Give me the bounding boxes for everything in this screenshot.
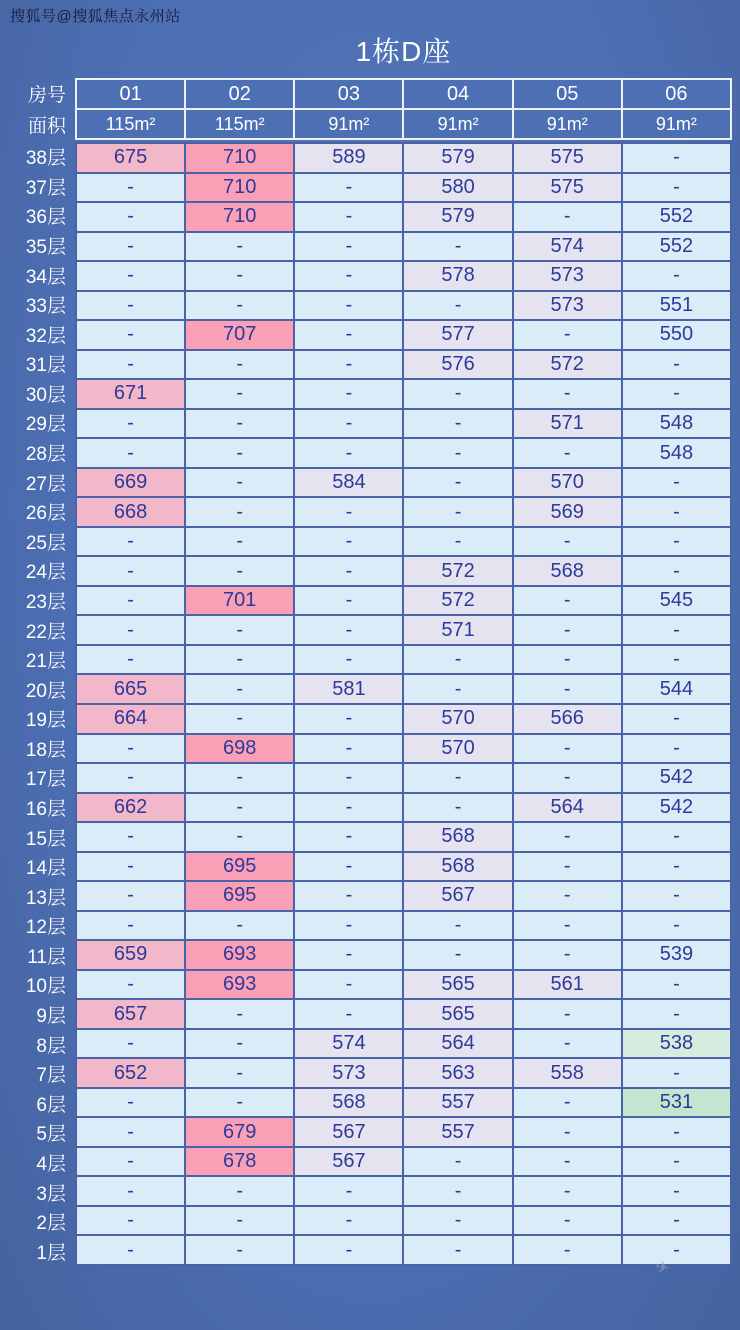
floor-label-17层: 17层 xyxy=(25,769,66,791)
floor-label-15层: 15层 xyxy=(25,828,66,850)
price-cell-11层-05: - xyxy=(514,941,621,969)
price-cell-23层-02: 701 xyxy=(186,587,293,615)
price-cell-6层-04: 557 xyxy=(404,1089,511,1117)
price-cell-20层-04: - xyxy=(404,675,511,703)
price-cell-2层-06: - xyxy=(623,1207,730,1235)
price-cell-36层-01: - xyxy=(77,203,184,231)
price-cell-16层-03: - xyxy=(295,794,402,822)
price-cell-24层-02: - xyxy=(186,557,293,585)
price-cell-16层-06: 542 xyxy=(623,794,730,822)
price-cell-8层-02: - xyxy=(186,1030,293,1058)
price-cell-30层-03: - xyxy=(295,380,402,408)
price-cell-27层-03: 584 xyxy=(295,469,402,497)
floor-label-22层: 22层 xyxy=(25,621,66,643)
price-cell-30层-06: - xyxy=(623,380,730,408)
price-cell-21层-05: - xyxy=(514,646,621,674)
price-cell-19层-02: - xyxy=(186,705,293,733)
price-cell-35层-01: - xyxy=(77,233,184,261)
floor-label-21层: 21层 xyxy=(25,651,66,673)
price-cell-26层-04: - xyxy=(404,498,511,526)
price-cell-15层-03: - xyxy=(295,823,402,851)
price-cell-10层-03: - xyxy=(295,971,402,999)
price-cell-4层-02: 678 xyxy=(186,1148,293,1176)
price-cell-26层-01: 668 xyxy=(77,498,184,526)
price-cell-29层-02: - xyxy=(186,410,293,438)
floor-label-24层: 24层 xyxy=(25,562,66,584)
price-grid xyxy=(75,142,732,1266)
price-cell-13层-02: 695 xyxy=(186,882,293,910)
floor-label-3层: 3层 xyxy=(36,1183,66,1205)
floor-label-30层: 30层 xyxy=(25,384,66,406)
price-cell-28层-03: - xyxy=(295,439,402,467)
price-cell-38层-05: 575 xyxy=(514,144,621,172)
price-cell-30层-04: - xyxy=(404,380,511,408)
price-cell-22层-02: - xyxy=(186,616,293,644)
price-cell-17层-04: - xyxy=(404,764,511,792)
price-cell-12层-02: - xyxy=(186,912,293,940)
price-cell-12层-03: - xyxy=(295,912,402,940)
floor-label-25层: 25层 xyxy=(25,532,66,554)
price-cell-28层-06: 548 xyxy=(623,439,730,467)
price-cell-26层-02: - xyxy=(186,498,293,526)
floor-label-7层: 7层 xyxy=(36,1065,66,1087)
price-cell-18层-02: 698 xyxy=(186,735,293,763)
price-cell-1层-03: - xyxy=(295,1236,402,1264)
price-cell-19层-03: - xyxy=(295,705,402,733)
price-cell-11层-04: - xyxy=(404,941,511,969)
price-cell-37层-02: 710 xyxy=(186,174,293,202)
price-cell-35层-02: - xyxy=(186,233,293,261)
floor-label-33层: 33层 xyxy=(25,296,66,318)
price-cell-9层-05: - xyxy=(514,1000,621,1028)
price-cell-2层-04: - xyxy=(404,1207,511,1235)
header-label-column xyxy=(8,78,75,140)
floor-label-11层: 11层 xyxy=(27,946,66,968)
unit-number-header-05: 05 xyxy=(514,80,621,108)
price-cell-2层-05: - xyxy=(514,1207,621,1235)
price-cell-37层-03: - xyxy=(295,174,402,202)
price-cell-7层-02: - xyxy=(186,1059,293,1087)
price-cell-22层-03: - xyxy=(295,616,402,644)
price-cell-5层-02: 679 xyxy=(186,1118,293,1146)
price-cell-14层-02: 695 xyxy=(186,853,293,881)
price-cell-28层-01: - xyxy=(77,439,184,467)
price-cell-34层-05: 573 xyxy=(514,262,621,290)
price-cell-17层-03: - xyxy=(295,764,402,792)
price-cell-24层-01: - xyxy=(77,557,184,585)
price-cell-37层-06: - xyxy=(623,174,730,202)
price-cell-12层-04: - xyxy=(404,912,511,940)
price-cell-23层-03: - xyxy=(295,587,402,615)
floor-label-20层: 20层 xyxy=(25,680,66,702)
table-body xyxy=(8,142,732,1266)
price-cell-6层-03: 568 xyxy=(295,1089,402,1117)
price-cell-13层-05: - xyxy=(514,882,621,910)
price-cell-25层-04: - xyxy=(404,528,511,556)
price-cell-12层-05: - xyxy=(514,912,621,940)
unit-area-header-06: 91m² xyxy=(623,110,730,138)
price-cell-32层-05: - xyxy=(514,321,621,349)
price-cell-15层-04: 568 xyxy=(404,823,511,851)
price-cell-1层-04: - xyxy=(404,1236,511,1264)
page-title: 1栋D座 xyxy=(355,36,452,67)
price-cell-10层-01: - xyxy=(77,971,184,999)
floor-label-12层: 12层 xyxy=(25,917,66,939)
price-cell-21层-06: - xyxy=(623,646,730,674)
price-cell-3层-05: - xyxy=(514,1177,621,1205)
price-cell-5层-05: - xyxy=(514,1118,621,1146)
price-cell-8层-05: - xyxy=(514,1030,621,1058)
price-cell-21层-01: - xyxy=(77,646,184,674)
price-cell-22层-05: - xyxy=(514,616,621,644)
price-cell-15层-01: - xyxy=(77,823,184,851)
price-cell-36层-04: 579 xyxy=(404,203,511,231)
price-cell-13层-03: - xyxy=(295,882,402,910)
price-cell-6层-01: - xyxy=(77,1089,184,1117)
price-cell-20层-05: - xyxy=(514,675,621,703)
floor-label-column xyxy=(8,142,75,1266)
price-cell-28层-04: - xyxy=(404,439,511,467)
area-header-label: 面积 xyxy=(27,116,66,137)
price-cell-5层-03: 567 xyxy=(295,1118,402,1146)
price-cell-38层-04: 579 xyxy=(404,144,511,172)
price-cell-27层-02: - xyxy=(186,469,293,497)
price-cell-18层-01: - xyxy=(77,735,184,763)
unit-header-grid xyxy=(75,78,732,140)
price-cell-31层-03: - xyxy=(295,351,402,379)
floor-label-31层: 31层 xyxy=(25,355,66,377)
price-cell-9层-04: 565 xyxy=(404,1000,511,1028)
price-cell-16层-04: - xyxy=(404,794,511,822)
floor-label-32层: 32层 xyxy=(25,325,66,347)
price-cell-38层-03: 589 xyxy=(295,144,402,172)
price-cell-15层-05: - xyxy=(514,823,621,851)
floor-label-35层: 35层 xyxy=(25,237,66,259)
price-cell-14层-05: - xyxy=(514,853,621,881)
price-cell-37层-05: 575 xyxy=(514,174,621,202)
price-cell-23层-05: - xyxy=(514,587,621,615)
paper-plane-icon: ✈ xyxy=(653,1256,672,1279)
price-cell-29层-01: - xyxy=(77,410,184,438)
source-watermark: 搜狐号@搜狐焦点永州站 xyxy=(10,8,181,25)
price-cell-13层-01: - xyxy=(77,882,184,910)
price-cell-12层-01: - xyxy=(77,912,184,940)
price-cell-37层-01: - xyxy=(77,174,184,202)
price-cell-28层-05: - xyxy=(514,439,621,467)
price-cell-25层-06: - xyxy=(623,528,730,556)
price-cell-37层-04: 580 xyxy=(404,174,511,202)
unit-area-header-05: 91m² xyxy=(514,110,621,138)
floor-label-14层: 14层 xyxy=(25,858,66,880)
floor-label-37层: 37层 xyxy=(25,177,66,199)
price-cell-34层-01: - xyxy=(77,262,184,290)
price-cell-26层-03: - xyxy=(295,498,402,526)
price-cell-35层-06: 552 xyxy=(623,233,730,261)
price-cell-5层-04: 557 xyxy=(404,1118,511,1146)
price-cell-18层-03: - xyxy=(295,735,402,763)
price-cell-11层-06: 539 xyxy=(623,941,730,969)
price-cell-34层-06: - xyxy=(623,262,730,290)
price-cell-22层-04: 571 xyxy=(404,616,511,644)
price-cell-18层-06: - xyxy=(623,735,730,763)
price-cell-7层-04: 563 xyxy=(404,1059,511,1087)
floor-label-36层: 36层 xyxy=(25,207,66,229)
price-cell-7层-05: 558 xyxy=(514,1059,621,1087)
price-cell-24层-03: - xyxy=(295,557,402,585)
price-cell-34层-02: - xyxy=(186,262,293,290)
floor-label-18层: 18层 xyxy=(25,739,66,761)
floor-label-29层: 29层 xyxy=(25,414,66,436)
price-cell-31层-04: 576 xyxy=(404,351,511,379)
unit-number-header-04: 04 xyxy=(404,80,511,108)
price-cell-35层-04: - xyxy=(404,233,511,261)
price-cell-30层-05: - xyxy=(514,380,621,408)
price-cell-20层-01: 665 xyxy=(77,675,184,703)
price-cell-7层-03: 573 xyxy=(295,1059,402,1087)
price-cell-33层-05: 573 xyxy=(514,292,621,320)
price-cell-16层-05: 564 xyxy=(514,794,621,822)
unit-area-header-02: 115m² xyxy=(186,110,293,138)
price-cell-9层-03: - xyxy=(295,1000,402,1028)
price-cell-32层-01: - xyxy=(77,321,184,349)
price-cell-14层-06: - xyxy=(623,853,730,881)
floor-label-9层: 9层 xyxy=(36,1006,66,1028)
floor-label-26层: 26层 xyxy=(25,503,66,525)
price-cell-11层-01: 659 xyxy=(77,941,184,969)
unit-number-header-01: 01 xyxy=(77,80,184,108)
unit-number-header-03: 03 xyxy=(295,80,402,108)
price-cell-31层-05: 572 xyxy=(514,351,621,379)
price-cell-33层-01: - xyxy=(77,292,184,320)
price-cell-21层-03: - xyxy=(295,646,402,674)
floor-label-38层: 38层 xyxy=(25,148,66,170)
floor-label-8层: 8层 xyxy=(36,1035,66,1057)
price-cell-33层-06: 551 xyxy=(623,292,730,320)
price-cell-32层-02: 707 xyxy=(186,321,293,349)
price-cell-30层-01: 671 xyxy=(77,380,184,408)
price-cell-4层-04: - xyxy=(404,1148,511,1176)
price-cell-19层-04: 570 xyxy=(404,705,511,733)
price-cell-38层-06: - xyxy=(623,144,730,172)
price-cell-15层-02: - xyxy=(186,823,293,851)
price-cell-8层-04: 564 xyxy=(404,1030,511,1058)
floor-label-4层: 4层 xyxy=(36,1153,66,1175)
unit-area-header-03: 91m² xyxy=(295,110,402,138)
floor-label-19层: 19层 xyxy=(25,710,66,732)
price-cell-20层-02: - xyxy=(186,675,293,703)
floor-label-2层: 2层 xyxy=(36,1213,66,1235)
price-cell-25层-02: - xyxy=(186,528,293,556)
price-cell-21层-02: - xyxy=(186,646,293,674)
price-cell-1层-06: - xyxy=(623,1236,730,1264)
floor-label-1层: 1层 xyxy=(36,1242,66,1264)
price-cell-24层-05: 568 xyxy=(514,557,621,585)
price-cell-7层-01: 652 xyxy=(77,1059,184,1087)
price-cell-25层-01: - xyxy=(77,528,184,556)
price-cell-31层-02: - xyxy=(186,351,293,379)
price-cell-21层-04: - xyxy=(404,646,511,674)
price-cell-23层-01: - xyxy=(77,587,184,615)
price-cell-3层-02: - xyxy=(186,1177,293,1205)
price-cell-3层-06: - xyxy=(623,1177,730,1205)
price-cell-4层-01: - xyxy=(77,1148,184,1176)
price-cell-1层-02: - xyxy=(186,1236,293,1264)
price-cell-9层-06: - xyxy=(623,1000,730,1028)
price-cell-33层-02: - xyxy=(186,292,293,320)
price-cell-31层-06: - xyxy=(623,351,730,379)
price-cell-2层-02: - xyxy=(186,1207,293,1235)
price-cell-10层-02: 693 xyxy=(186,971,293,999)
price-cell-4层-05: - xyxy=(514,1148,621,1176)
price-cell-33层-04: - xyxy=(404,292,511,320)
price-cell-15层-06: - xyxy=(623,823,730,851)
price-cell-11层-03: - xyxy=(295,941,402,969)
price-cell-36层-06: 552 xyxy=(623,203,730,231)
price-cell-3层-04: - xyxy=(404,1177,511,1205)
price-cell-36层-05: - xyxy=(514,203,621,231)
price-cell-9层-01: 657 xyxy=(77,1000,184,1028)
price-cell-5层-01: - xyxy=(77,1118,184,1146)
unit-area-header-01: 115m² xyxy=(77,110,184,138)
floor-label-16层: 16层 xyxy=(25,799,66,821)
price-cell-32层-04: 577 xyxy=(404,321,511,349)
price-cell-2层-03: - xyxy=(295,1207,402,1235)
table-header xyxy=(8,78,732,140)
price-cell-14层-03: - xyxy=(295,853,402,881)
floor-label-23层: 23层 xyxy=(25,591,66,613)
price-cell-17层-01: - xyxy=(77,764,184,792)
floor-label-6层: 6层 xyxy=(36,1094,66,1116)
price-cell-38层-02: 710 xyxy=(186,144,293,172)
price-cell-17层-05: - xyxy=(514,764,621,792)
price-cell-3层-03: - xyxy=(295,1177,402,1205)
price-cell-23层-06: 545 xyxy=(623,587,730,615)
price-cell-26层-06: - xyxy=(623,498,730,526)
price-cell-17层-02: - xyxy=(186,764,293,792)
price-cell-26层-05: 569 xyxy=(514,498,621,526)
price-cell-22层-06: - xyxy=(623,616,730,644)
price-cell-10层-06: - xyxy=(623,971,730,999)
price-cell-4层-03: 567 xyxy=(295,1148,402,1176)
price-cell-13层-04: 567 xyxy=(404,882,511,910)
price-cell-7层-06: - xyxy=(623,1059,730,1087)
price-cell-10层-05: 561 xyxy=(514,971,621,999)
price-cell-5层-06: - xyxy=(623,1118,730,1146)
price-cell-27层-05: 570 xyxy=(514,469,621,497)
price-cell-14层-04: 568 xyxy=(404,853,511,881)
price-cell-6层-05: - xyxy=(514,1089,621,1117)
price-cell-19层-01: 664 xyxy=(77,705,184,733)
price-cell-19层-05: 566 xyxy=(514,705,621,733)
price-cell-19层-06: - xyxy=(623,705,730,733)
price-cell-25层-05: - xyxy=(514,528,621,556)
price-cell-27层-04: - xyxy=(404,469,511,497)
price-cell-17层-06: 542 xyxy=(623,764,730,792)
price-cell-36层-03: - xyxy=(295,203,402,231)
price-cell-28层-02: - xyxy=(186,439,293,467)
price-cell-35层-05: 574 xyxy=(514,233,621,261)
price-cell-12层-06: - xyxy=(623,912,730,940)
price-cell-1层-01: - xyxy=(77,1236,184,1264)
price-cell-11层-02: 693 xyxy=(186,941,293,969)
price-cell-32层-06: 550 xyxy=(623,321,730,349)
price-cell-35层-03: - xyxy=(295,233,402,261)
price-cell-20层-03: 581 xyxy=(295,675,402,703)
price-cell-36层-02: 710 xyxy=(186,203,293,231)
price-cell-6层-02: - xyxy=(186,1089,293,1117)
price-cell-8层-01: - xyxy=(77,1030,184,1058)
floor-label-28层: 28层 xyxy=(25,444,66,466)
price-cell-27层-06: - xyxy=(623,469,730,497)
floor-label-27层: 27层 xyxy=(25,473,66,495)
price-cell-25层-03: - xyxy=(295,528,402,556)
unit-number-header-06: 06 xyxy=(623,80,730,108)
price-cell-24层-06: - xyxy=(623,557,730,585)
price-cell-18层-05: - xyxy=(514,735,621,763)
floor-label-10层: 10层 xyxy=(25,976,66,998)
price-cell-8层-03: 574 xyxy=(295,1030,402,1058)
price-cell-27层-01: 669 xyxy=(77,469,184,497)
price-cell-10层-04: 565 xyxy=(404,971,511,999)
floor-label-34层: 34层 xyxy=(25,266,66,288)
price-cell-18层-04: 570 xyxy=(404,735,511,763)
price-cell-38层-01: 675 xyxy=(77,144,184,172)
price-cell-6层-06: 531 xyxy=(623,1089,730,1117)
price-cell-30层-02: - xyxy=(186,380,293,408)
price-cell-13层-06: - xyxy=(623,882,730,910)
unit-area-header-04: 91m² xyxy=(404,110,511,138)
price-cell-16层-02: - xyxy=(186,794,293,822)
price-cell-22层-01: - xyxy=(77,616,184,644)
unit-number-header-02: 02 xyxy=(186,80,293,108)
floor-label-5层: 5层 xyxy=(36,1124,66,1146)
price-cell-1层-05: - xyxy=(514,1236,621,1264)
price-cell-20层-06: 544 xyxy=(623,675,730,703)
price-cell-34层-03: - xyxy=(295,262,402,290)
price-cell-4层-06: - xyxy=(623,1148,730,1176)
price-cell-16层-01: 662 xyxy=(77,794,184,822)
price-cell-2层-01: - xyxy=(77,1207,184,1235)
price-cell-34层-04: 578 xyxy=(404,262,511,290)
price-cell-29层-04: - xyxy=(404,410,511,438)
floor-label-13层: 13层 xyxy=(25,887,66,909)
price-cell-31层-01: - xyxy=(77,351,184,379)
price-table xyxy=(8,78,732,1266)
price-cell-9层-02: - xyxy=(186,1000,293,1028)
price-cell-29层-05: 571 xyxy=(514,410,621,438)
price-cell-33层-03: - xyxy=(295,292,402,320)
price-cell-14层-01: - xyxy=(77,853,184,881)
price-cell-32层-03: - xyxy=(295,321,402,349)
price-cell-23层-04: 572 xyxy=(404,587,511,615)
price-cell-3层-01: - xyxy=(77,1177,184,1205)
room-number-header-label: 房号 xyxy=(27,85,66,106)
price-cell-29层-06: 548 xyxy=(623,410,730,438)
price-cell-24层-04: 572 xyxy=(404,557,511,585)
price-cell-8层-06: 538 xyxy=(623,1030,730,1058)
price-cell-29层-03: - xyxy=(295,410,402,438)
